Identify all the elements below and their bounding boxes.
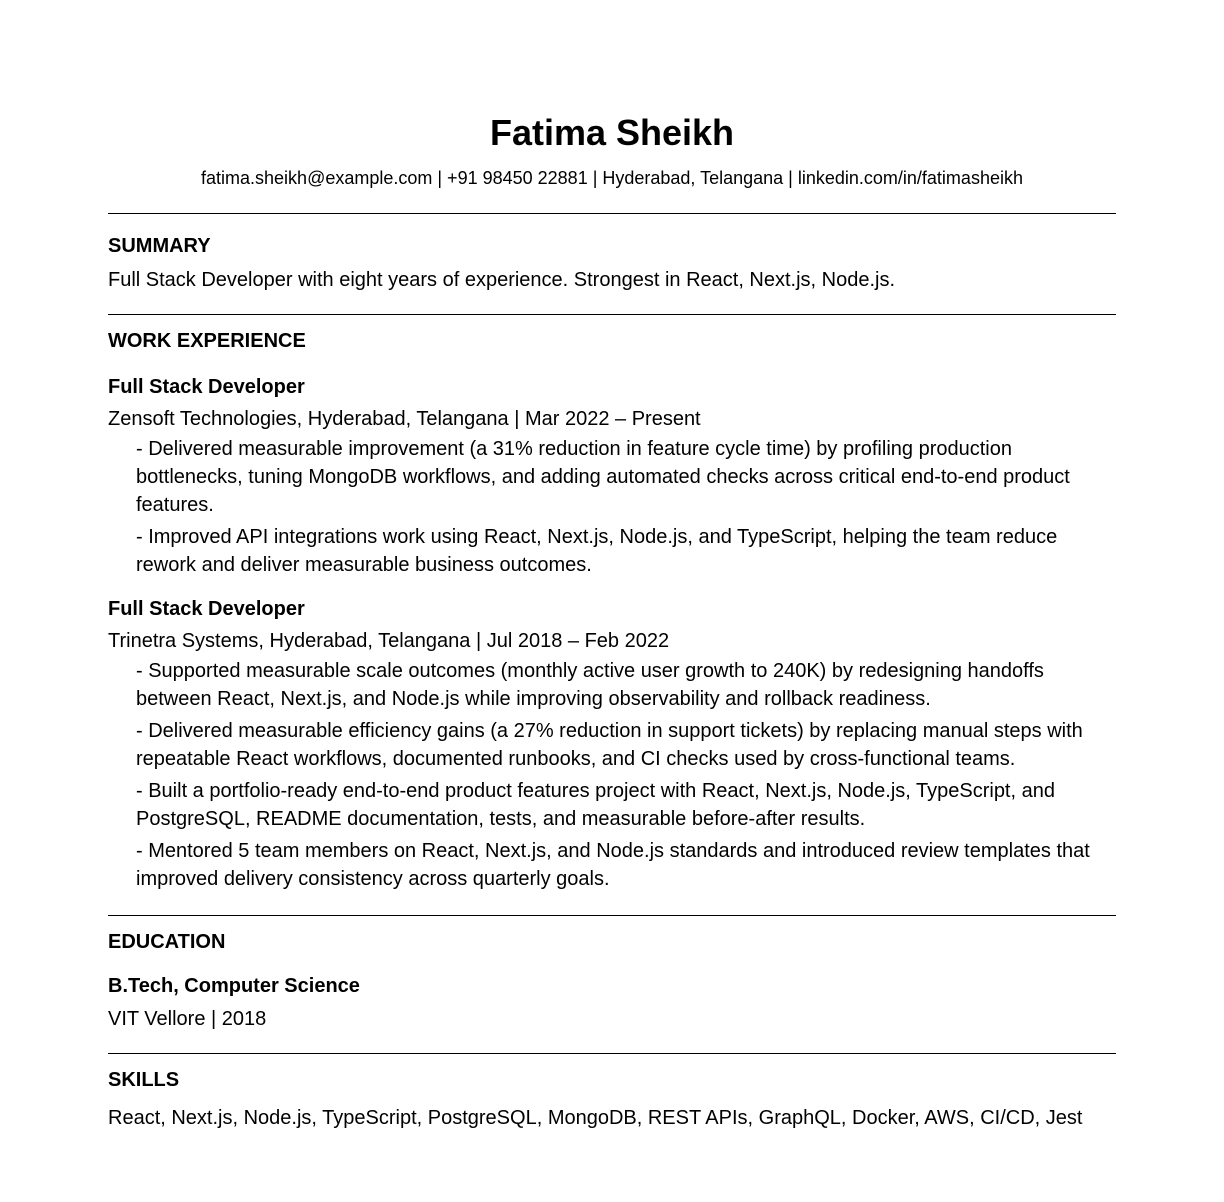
job-bullets: [108, 435, 1116, 579]
skills-heading: SKILLS: [108, 1069, 180, 1091]
summary-heading: SUMMARY: [108, 235, 211, 257]
experience-section: [108, 329, 1116, 893]
education-heading: EDUCATION: [108, 931, 226, 953]
job-bullet: - Mentored 5 team members on React, Next.js, and Node.js standards and introduced review templates that improved delivery consistency across quarterly goals.: [136, 840, 1090, 890]
experience-heading: WORK EXPERIENCE: [108, 330, 306, 352]
job-entry: [108, 375, 1116, 579]
education-meta: VIT Vellore | 2018: [108, 1008, 267, 1030]
job-bullets: [108, 657, 1116, 893]
divider: [108, 213, 1116, 214]
job-meta: Trinetra Systems, Hyderabad, Telangana | Jul 2018 – Feb 2022: [108, 630, 670, 652]
education-section: [108, 930, 1116, 1031]
job-meta: Zensoft Technologies, Hyderabad, Telangana | Mar 2022 – Present: [108, 408, 701, 430]
job-bullet: - Supported measurable scale outcomes (monthly active user growth to 240K) by redesigning handoffs between React, Next.js, and Node.js while improving observability and rollback readiness.: [136, 660, 1044, 710]
skills-section: [108, 1068, 1116, 1130]
job-title: Full Stack Developer: [108, 376, 305, 398]
job-entry: [108, 597, 1116, 893]
divider: [108, 915, 1116, 916]
candidate-name: Fatima Sheikh: [489, 112, 735, 153]
divider: [108, 314, 1116, 315]
job-bullet: - Delivered measurable improvement (a 31% reduction in feature cycle time) by profiling production bottlenecks, tuning MongoDB workflows, and adding automated checks across critical end-to-end product features.: [136, 438, 1070, 516]
resume-content: [108, 0, 1116, 1130]
job-title: Full Stack Developer: [108, 598, 305, 620]
summary-section: [108, 234, 1116, 292]
contact-line: fatima.sheikh@example.com | +91 98450 22881 | Hyderabad, Telangana | linkedin.com/in/fatimasheikh: [201, 168, 1023, 188]
degree-title: B.Tech, Computer Science: [108, 975, 360, 997]
summary-text: Full Stack Developer with eight years of experience. Strongest in React, Next.js, Node.js.: [108, 269, 896, 291]
skills-text: React, Next.js, Node.js, TypeScript, PostgreSQL, MongoDB, REST APIs, GraphQL, Docker, AWS, CI/CD, Jest: [108, 1107, 1083, 1129]
job-bullet: - Improved API integrations work using React, Next.js, Node.js, and TypeScript, helping the team reduce rework and deliver measurable business outcomes.: [136, 526, 1058, 576]
job-bullet: - Delivered measurable efficiency gains (a 27% reduction in support tickets) by replacing manual steps with repeatable React workflows, documented runbooks, and CI checks used by cross-functional teams.: [136, 720, 1083, 770]
job-bullet: - Built a portfolio-ready end-to-end product features project with React, Next.js, Node.js, TypeScript, and PostgreSQL, README documentation, tests, and measurable before-after results.: [136, 780, 1055, 830]
divider: [108, 1053, 1116, 1054]
